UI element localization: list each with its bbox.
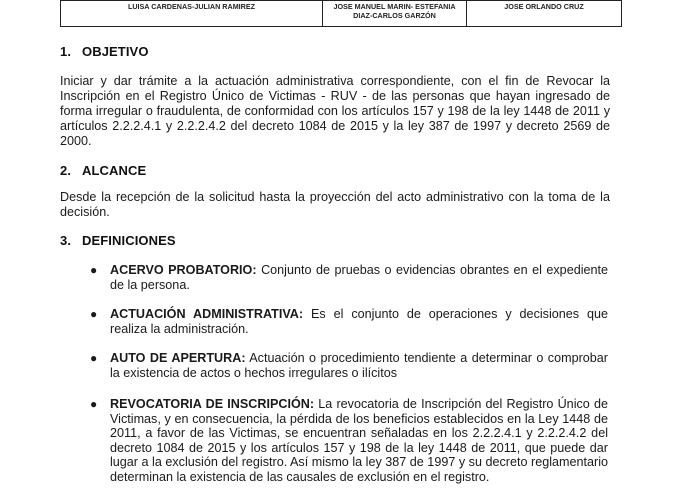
definition-auto-de-apertura bbox=[90, 351, 608, 380]
section-title: OBJETIVO bbox=[82, 44, 149, 59]
definition-term: AUTO DE APERTURA: bbox=[110, 351, 246, 365]
section-heading-definiciones bbox=[60, 233, 176, 248]
bullet-icon: ● bbox=[90, 351, 98, 365]
signature-table-names-row bbox=[61, 1, 622, 27]
bullet-icon: ● bbox=[90, 263, 98, 277]
objetivo-paragraph: Iniciar y dar trámite a la actuación administrativa correspondiente, con el fin de Revocar la Inscripción en el Registro Único de Victimas - RUV - de las personas que hayan ingresado de forma irregular o fraudulenta, de conformidad con los artículos 157 y 198 de la ley 1448 de 2011 y artículos 2.2.2.4.1 y 2.2.2.4.2 del decreto 1084 de 2015 y la ley 387 de 1997 y decreto 2569 de 2000. bbox=[60, 74, 610, 148]
definition-term: ACTUACIÓN ADMINISTRATIVA: bbox=[110, 307, 304, 321]
definition-revocatoria-de-inscripcion bbox=[90, 397, 608, 484]
section-number: 1. bbox=[60, 44, 72, 59]
name-elaboro: LUISA CARDENAS-JULIAN RAMIREZ bbox=[61, 1, 323, 27]
definition-acervo-probatorio bbox=[90, 263, 609, 292]
definition-text: La revocatoria de Inscripción del Registro Único de Victimas, y en consecuencia, la pérdida de los beneficios establecidos en la Ley 1448 de 2011, a favor de las Victimas, se encuentran señaladas en los 2.2.2.4.1 y 2.2.2.4.2 del decreto 1084 de 2015 y los artículos 157 y 198 de la ley 1448 de 2011, que puede dar lugar a la exclusión del registro. Así mismo la ley 387 de 1997 y su decreto reglamentario determinan la existencia de las causales de exclusión en el registro. bbox=[110, 397, 608, 484]
definition-text: Actuación o procedimiento tendiente a determinar o comprobar la existencia de actos o hechos irregulares o ilícitos bbox=[110, 351, 608, 380]
section-number: 2. bbox=[60, 163, 72, 178]
bullet-icon: ● bbox=[90, 307, 98, 321]
definition-term: REVOCATORIA DE INSCRIPCIÓN: bbox=[110, 397, 315, 411]
signature-table bbox=[60, 0, 622, 27]
section-heading-alcance bbox=[60, 163, 146, 178]
definition-actuacion-administrativa bbox=[90, 307, 608, 336]
alcance-paragraph: Desde la recepción de la solicitud hasta la proyección del acto administrativo con la toma de la decisión. bbox=[60, 190, 610, 219]
section-title: DEFINICIONES bbox=[82, 233, 176, 248]
definition-text: Conjunto de pruebas o evidencias obrantes en el expediente de la persona. bbox=[110, 263, 609, 292]
bullet-icon: ● bbox=[90, 397, 98, 411]
section-title: ALCANCE bbox=[82, 163, 147, 178]
definition-term: ACERVO PROBATORIO: bbox=[110, 263, 257, 277]
section-heading-objetivo bbox=[60, 44, 149, 59]
name-aprobo: JOSE ORLANDO CRUZ bbox=[467, 1, 622, 27]
section-number: 3. bbox=[60, 233, 72, 248]
name-reviso: JOSE MANUEL MARIN- ESTEFANIA DIAZ-CARLOS GARZÓN bbox=[323, 1, 467, 27]
definition-text: Es el conjunto de operaciones y decisiones que realiza la administración. bbox=[110, 307, 608, 336]
